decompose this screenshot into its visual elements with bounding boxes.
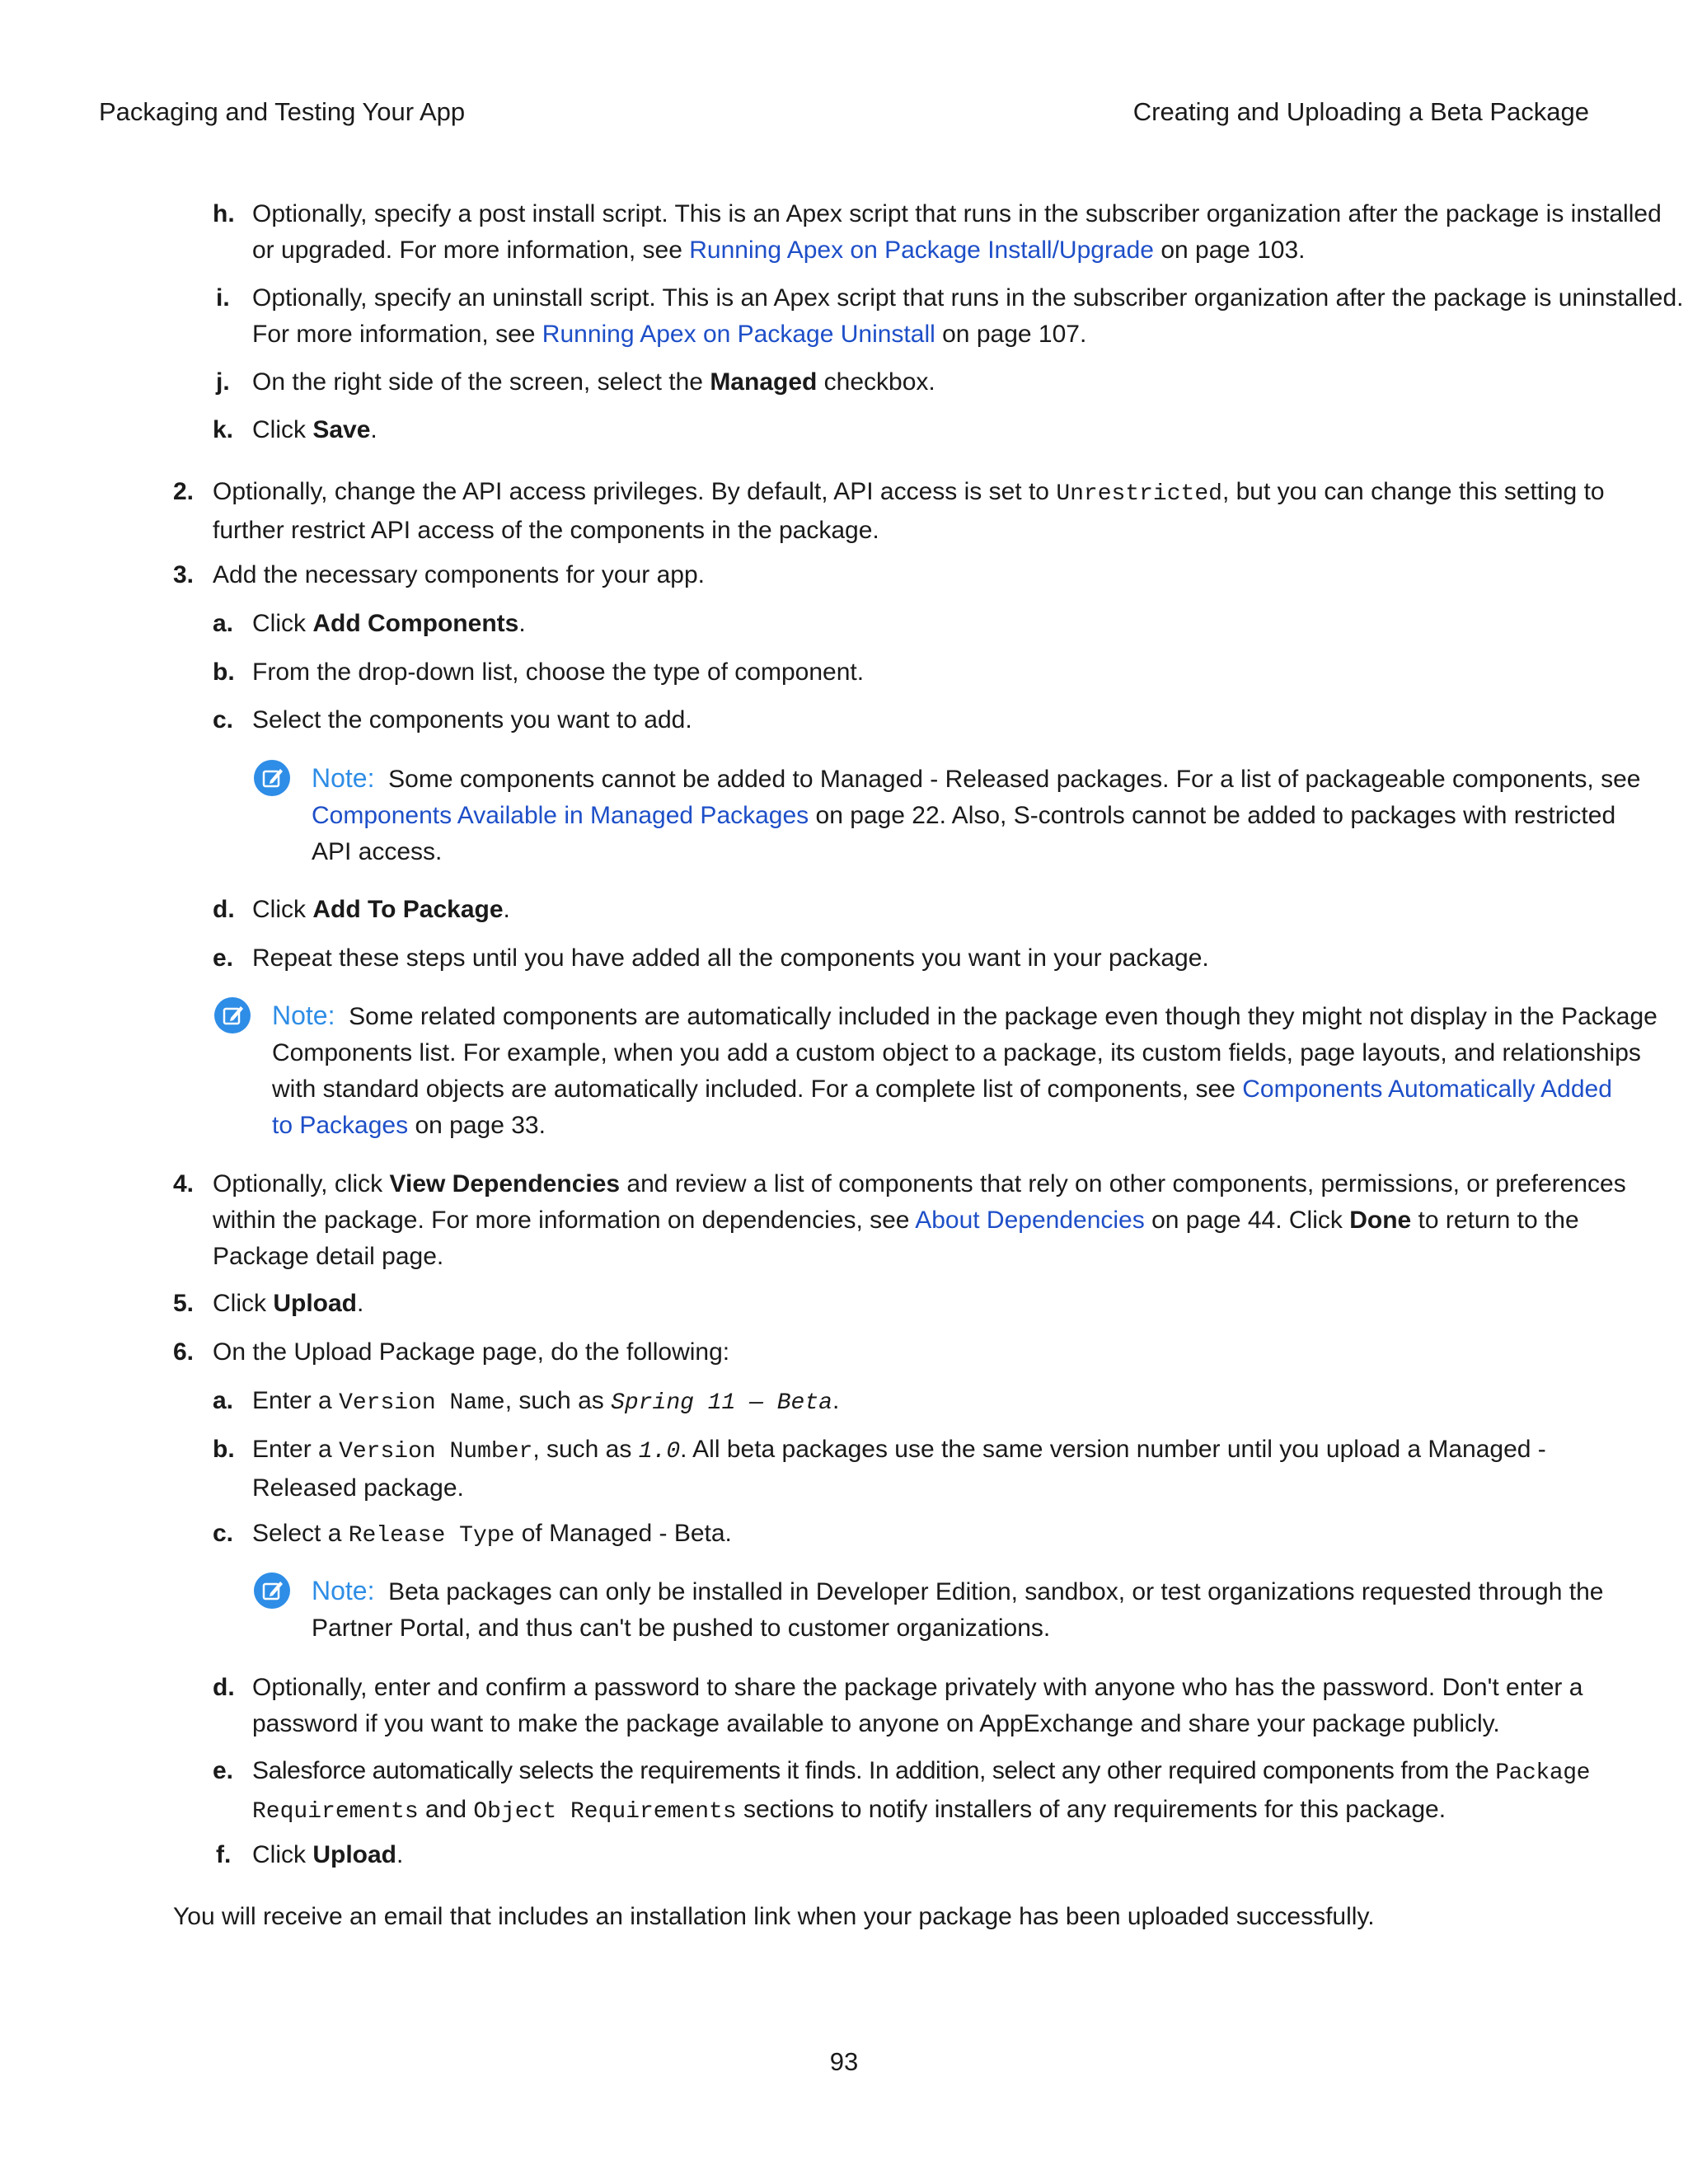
closing-paragraph: You will receive an email that includes an installation link when your package has been uploaded successfully. — [173, 1903, 1375, 1930]
note-1-text: Some components cannot be added to Managed - Released packages. For a list of packageable components, see — [388, 766, 1641, 793]
step-3a-text-c: . — [518, 610, 526, 637]
step-6b-text — [252, 1432, 1546, 1507]
step-3d-text — [252, 892, 510, 928]
step-3a-text-a: Click — [252, 610, 313, 637]
note-pencil-icon — [254, 1572, 290, 1609]
note-2-line1 — [272, 997, 1658, 1035]
step-6a-text-c: . — [832, 1387, 840, 1414]
step-2-text — [213, 474, 1605, 549]
step-j-text-c: checkbox. — [817, 368, 935, 396]
step-6e-line2 — [252, 1792, 1590, 1830]
step-6c-text-b: of Managed - Beta. — [514, 1520, 732, 1547]
link-to-packages[interactable]: to Packages — [272, 1112, 409, 1139]
step-4-text — [213, 1166, 1626, 1275]
link-running-apex-install[interactable]: Running Apex on Package Install/Upgrade — [689, 237, 1154, 264]
step-3d-bold: Add To Package — [312, 896, 504, 923]
step-6c-text-a: Select a — [252, 1520, 349, 1547]
step-2-text-a: Optionally, change the API access privileges. By default, API access is set to — [213, 478, 1057, 505]
note-1-line2 — [312, 798, 1640, 834]
step-6f-text-a: Click — [252, 1841, 313, 1868]
note-2-label: Note: — [272, 1001, 335, 1030]
note-2-text-3: with standard objects are automatically included. For a complete list of components, see — [272, 1076, 1243, 1103]
note-3-text: Beta packages can only be installed in Developer Edition, sandbox, or test organizations requested through the — [388, 1578, 1604, 1605]
step-6f-bold: Upload — [312, 1841, 397, 1868]
step-h-text — [252, 196, 1662, 269]
step-6e-text-2: sections to notify installers of any requirements for this package. — [736, 1796, 1447, 1823]
step-i-line1: Optionally, specify an uninstall script. This is an Apex script that runs in the subscriber organization after the package is uninstalled. — [252, 284, 1684, 312]
note-3-line2: Partner Portal, and thus can't be pushed to customer organizations. — [312, 1615, 1051, 1642]
step-i-line2 — [252, 316, 1683, 353]
step-6f-text-c: . — [396, 1841, 404, 1868]
step-6a-label: a. — [213, 1387, 234, 1414]
step-6e-code-requirements: Requirements — [252, 1799, 419, 1825]
step-3-label: 3. — [173, 561, 195, 588]
step-2-text-b: , but you can change this setting to — [1221, 478, 1605, 505]
link-about-dependencies[interactable]: About Dependencies — [915, 1207, 1145, 1234]
step-6b-text-c: . All beta packages use the same version number until you upload a Managed - — [680, 1436, 1546, 1463]
note-3-line1 — [312, 1572, 1603, 1610]
step-4-text-a: Optionally, click — [213, 1170, 390, 1197]
note-3-label: Note: — [312, 1576, 375, 1605]
step-5-text-a: Click — [213, 1290, 274, 1317]
step-6a-text-b: , such as — [504, 1387, 612, 1414]
step-6b-label: b. — [213, 1436, 235, 1463]
step-3e-label: e. — [213, 944, 234, 972]
note-2-line4 — [272, 1108, 1658, 1144]
step-6-label: 6. — [173, 1338, 195, 1366]
step-6c-label: c. — [213, 1520, 234, 1547]
header-chapter-title: Packaging and Testing Your App — [99, 97, 466, 126]
step-4-text-d: within the package. For more information on dependencies, see — [213, 1207, 916, 1234]
step-3c-label: c. — [213, 706, 234, 733]
step-6e-code-package: Package — [1495, 1760, 1591, 1786]
step-6f-label: f. — [216, 1841, 232, 1868]
note-1-line1 — [312, 760, 1640, 798]
step-i-text-b: on page 107. — [935, 321, 1087, 348]
step-5-label: 5. — [173, 1290, 195, 1317]
step-6e-text-1: Salesforce automatically selects the requirements it finds. In addition, select any other required components from the — [252, 1757, 1496, 1784]
step-6b-line2: Released package. — [252, 1474, 464, 1502]
step-6e-text — [252, 1753, 1590, 1830]
link-components-auto-added[interactable]: Components Automatically Added — [1242, 1076, 1612, 1103]
step-k-text — [252, 412, 377, 448]
step-6e-code-object-requirements: Object Requirements — [473, 1799, 737, 1825]
step-h-text-a: or upgraded. For more information, see — [252, 237, 690, 264]
note-1 — [312, 760, 1640, 870]
step-6b-line1 — [252, 1432, 1546, 1470]
step-3a-label: a. — [213, 610, 234, 637]
step-4-line2 — [213, 1202, 1626, 1239]
step-h-line1: Optionally, specify a post install script. This is an Apex script that runs in the subscriber organization after the package is installed — [252, 200, 1662, 227]
step-6a-text — [252, 1383, 839, 1422]
step-3e-text: Repeat these steps until you have added all the components you want in your package. — [252, 944, 1209, 972]
step-4-label: 4. — [173, 1170, 195, 1197]
step-h-text-b: on page 103. — [1153, 237, 1306, 264]
step-3b-label: b. — [213, 658, 235, 686]
step-j-text — [252, 364, 935, 401]
step-h-label: h. — [213, 200, 235, 227]
step-5-bold: Upload — [273, 1290, 358, 1317]
step-4-bold: View Dependencies — [389, 1170, 621, 1197]
step-6d-line2: password if you want to make the package available to anyone on AppExchange and share your package publicly. — [252, 1710, 1500, 1737]
step-6e-label: e. — [213, 1757, 234, 1784]
step-6b-code: Version Number — [339, 1439, 533, 1465]
step-4-line1 — [213, 1166, 1626, 1202]
step-k-text-a: Click — [252, 416, 313, 443]
step-6b-example: 1.0 — [638, 1439, 681, 1465]
step-k-bold: Save — [312, 416, 371, 443]
step-3a-text — [252, 606, 526, 642]
step-3b-text: From the drop-down list, choose the type of component. — [252, 658, 865, 686]
page-number: 93 — [829, 2047, 859, 2076]
step-3-text: Add the necessary components for your app. — [213, 561, 706, 588]
note-2-text: Some related components are automatically included in the package even though they might not display in the Package — [349, 1003, 1658, 1030]
note-3 — [312, 1572, 1603, 1647]
header-section-title: Creating and Uploading a Beta Package — [1132, 97, 1589, 126]
step-5-text-c: . — [357, 1290, 364, 1317]
note-2-line2: Components list. For example, when you add a custom object to a package, its custom fields, page layouts, and relationships — [272, 1039, 1641, 1066]
note-1-line3: API access. — [312, 838, 443, 865]
step-i-label: i. — [216, 284, 230, 312]
step-6b-text-b: , such as — [532, 1436, 639, 1463]
step-6d-text — [252, 1670, 1582, 1742]
note-pencil-icon — [214, 997, 251, 1033]
step-2-code: Unrestricted — [1056, 481, 1222, 507]
step-h-line2 — [252, 232, 1662, 269]
step-6b-text-a: Enter a — [252, 1436, 340, 1463]
step-2-line2: further restrict API access of the components in the package. — [213, 517, 879, 544]
step-j-label: j. — [216, 368, 230, 396]
step-2-line1 — [213, 474, 1605, 513]
step-6e-and: and — [418, 1796, 474, 1823]
note-1-text-2: on page 22. Also, S-controls cannot be added to packages with restricted — [809, 802, 1616, 829]
step-3c-text: Select the components you want to add. — [252, 706, 692, 733]
step-4-text-c: and review a list of components that rely on other components, permissions, or preferences — [620, 1170, 1626, 1197]
step-4-done-bold: Done — [1349, 1207, 1412, 1234]
step-j-bold: Managed — [710, 368, 818, 396]
step-6f-text — [252, 1837, 403, 1873]
step-4-text-g: to return to the — [1411, 1207, 1579, 1234]
link-components-available[interactable]: Components Available in Managed Packages — [312, 802, 809, 829]
step-6-text: On the Upload Package page, do the following: — [213, 1338, 730, 1366]
note-2 — [272, 997, 1658, 1144]
step-6c-text — [252, 1516, 732, 1554]
step-k-text-c: . — [370, 416, 377, 443]
note-pencil-icon — [254, 760, 290, 796]
step-3d-text-a: Click — [252, 896, 313, 923]
step-4-text-e: on page 44. Click — [1144, 1207, 1350, 1234]
step-6e-line1 — [252, 1753, 1590, 1792]
step-j-text-a: On the right side of the screen, select the — [252, 368, 710, 396]
step-5-text — [213, 1286, 363, 1322]
step-6c-code: Release Type — [348, 1523, 515, 1549]
page-header — [99, 97, 1589, 134]
step-3d-text-c: . — [503, 896, 510, 923]
step-6a-text-a: Enter a — [252, 1387, 340, 1414]
step-i-text-a: For more information, see — [252, 321, 542, 348]
note-2-text-4: on page 33. — [408, 1112, 546, 1139]
note-1-label: Note: — [312, 763, 375, 793]
step-6d-line1: Optionally, enter and confirm a password to share the package privately with anyone who has the password. Don't enter a — [252, 1674, 1583, 1701]
step-6a-code: Version Name — [339, 1390, 505, 1416]
step-3d-label: d. — [213, 896, 235, 923]
note-2-line3 — [272, 1071, 1658, 1108]
step-2-label: 2. — [173, 478, 195, 505]
step-k-label: k. — [213, 416, 234, 443]
step-6d-label: d. — [213, 1674, 235, 1701]
step-6a-example: Spring 11 — Beta — [611, 1390, 832, 1416]
link-running-apex-uninstall[interactable]: Running Apex on Package Uninstall — [542, 321, 935, 348]
step-i-text — [252, 280, 1683, 353]
step-4-line3: Package detail page. — [213, 1243, 444, 1270]
step-3a-bold: Add Components — [312, 610, 519, 637]
